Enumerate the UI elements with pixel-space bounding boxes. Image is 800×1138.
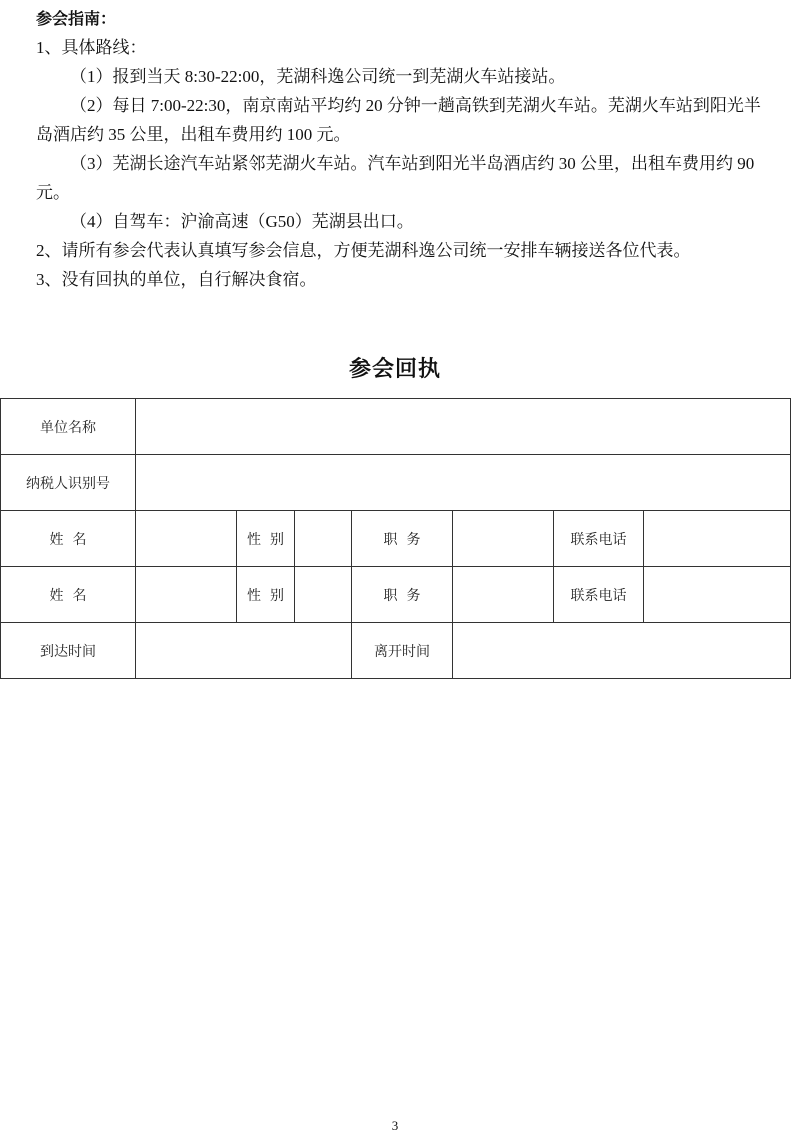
table-row-attendee <box>1 567 791 623</box>
name-field[interactable] <box>136 511 237 567</box>
position-label: 职 务 <box>352 511 453 567</box>
route-4: （4）自驾车：沪渝高速（G50）芜湖县出口。 <box>70 212 414 231</box>
name-label: 姓 名 <box>1 567 136 623</box>
phone-label: 联系电话 <box>554 567 644 623</box>
departure-field[interactable] <box>453 623 791 679</box>
phone-field[interactable] <box>644 567 791 623</box>
name-field[interactable] <box>136 567 237 623</box>
registration-form-table <box>0 398 791 679</box>
position-label: 职 务 <box>352 567 453 623</box>
gender-field[interactable] <box>295 567 352 623</box>
phone-field[interactable] <box>644 511 791 567</box>
table-row-attendee <box>1 511 791 567</box>
route-1: （1）报到当天 8:30-22:00，芜湖科逸公司统一到芜湖火车站接站。 <box>70 67 566 86</box>
guide-item-1: 1、具体路线： <box>36 38 147 57</box>
gender-label: 性 别 <box>237 511 295 567</box>
table-row-unit-name <box>1 399 791 455</box>
form-title: 参会回执 <box>348 357 441 382</box>
unit-name-field[interactable] <box>136 399 791 455</box>
departure-label: 离开时间 <box>352 623 453 679</box>
arrival-label: 到达时间 <box>1 623 136 679</box>
route-2: （2）每日 7:00-22:30，南京南站平均约 20 分钟一趟高铁到芜湖火车站。芜湖火车站到阳光半岛酒店约 35 公里，出租车费用约 100 元。 <box>36 96 761 144</box>
tax-id-field[interactable] <box>136 455 791 511</box>
table-row-times <box>1 623 791 679</box>
phone-label: 联系电话 <box>554 511 644 567</box>
route-3: （3）芜湖长途汽车站紧邻芜湖火车站。汽车站到阳光半岛酒店约 30 公里，出租车费用约 90 元。 <box>36 154 755 202</box>
position-field[interactable] <box>453 511 554 567</box>
gender-field[interactable] <box>295 511 352 567</box>
page-number: 3 <box>391 1118 399 1133</box>
guide-heading: 参会指南： <box>36 9 117 28</box>
name-label: 姓 名 <box>1 511 136 567</box>
gender-label: 性 别 <box>237 567 295 623</box>
tax-id-label: 纳税人识别号 <box>1 455 136 511</box>
guide-item-3: 3、没有回执的单位，自行解决食宿。 <box>36 270 317 289</box>
guide-item-2: 2、请所有参会代表认真填写参会信息，方便芜湖科逸公司统一安排车辆接送各位代表。 <box>36 241 691 260</box>
table-row-tax-id <box>1 455 791 511</box>
arrival-field[interactable] <box>136 623 352 679</box>
position-field[interactable] <box>453 567 554 623</box>
unit-name-label: 单位名称 <box>1 399 136 455</box>
conference-guide <box>36 4 766 294</box>
